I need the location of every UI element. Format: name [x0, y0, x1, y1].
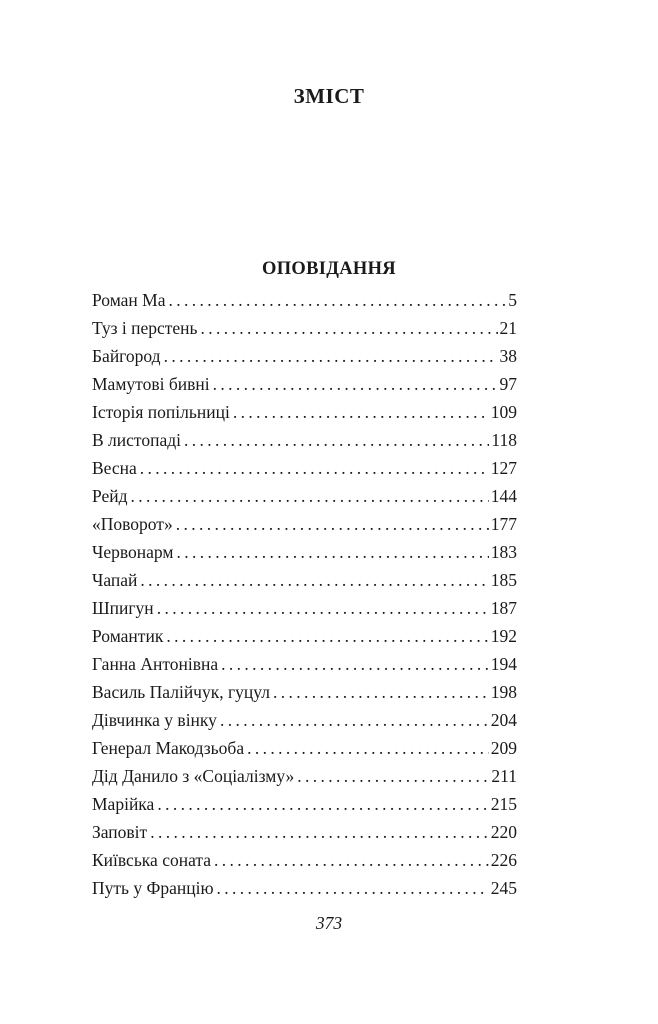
toc-entry-title: Чапай — [92, 570, 138, 590]
toc-entry — [92, 426, 517, 454]
toc-entry — [92, 818, 517, 846]
toc-dot-leader — [157, 594, 489, 622]
toc-dot-leader — [140, 566, 488, 594]
toc-dot-leader — [166, 622, 488, 650]
toc-dot-leader — [247, 734, 489, 762]
toc-entry-title: Марійка — [92, 794, 155, 814]
toc-entry — [92, 286, 517, 314]
toc-entry-title: Весна — [92, 458, 137, 478]
toc-entry-page: 220 — [490, 822, 517, 842]
toc-entry-page: 226 — [490, 850, 517, 870]
toc-entry — [92, 482, 517, 510]
toc-entry-page: 97 — [499, 374, 517, 394]
toc-entry-title: Генерал Макодзьоба — [92, 738, 245, 758]
toc-entry — [92, 566, 517, 594]
toc-entry — [92, 454, 517, 482]
toc-entry-page: 211 — [491, 766, 517, 786]
toc-entry-page: 185 — [490, 570, 517, 590]
toc-dot-leader — [220, 706, 489, 734]
toc-entry-title: Червонарм — [92, 542, 174, 562]
toc-entry-title: Дід Данило з «Соціалізму» — [92, 766, 295, 786]
toc-entry — [92, 790, 517, 818]
toc-entry-page: 118 — [491, 430, 517, 450]
section-title: ОПОВІДАННЯ — [262, 259, 396, 279]
toc-entry-title: Байгород — [92, 346, 161, 366]
toc-entry-page: 215 — [490, 794, 517, 814]
toc-entry-page: 38 — [499, 346, 517, 366]
toc-entry-title: Ганна Антонівна — [92, 654, 219, 674]
toc-entry — [92, 874, 517, 902]
toc-dot-leader — [214, 846, 489, 874]
toc-entry — [92, 650, 517, 678]
toc-entry-title: Роман Ма — [92, 290, 166, 310]
table-of-contents — [92, 286, 517, 902]
toc-entry-title: Історія попільниці — [92, 402, 230, 422]
toc-entry-title: Дівчинка у вінку — [92, 710, 217, 730]
toc-dot-leader — [176, 510, 489, 538]
toc-entry-page: 187 — [490, 598, 517, 618]
toc-entry-title: «Поворот» — [92, 514, 173, 534]
toc-entry-page: 245 — [490, 878, 517, 898]
toc-entry — [92, 594, 517, 622]
toc-entry — [92, 622, 517, 650]
toc-entry-page: 5 — [508, 290, 517, 310]
toc-dot-leader — [221, 650, 489, 678]
toc-dot-leader — [233, 398, 489, 426]
toc-dot-leader — [157, 790, 488, 818]
toc-entry-title: Шпигун — [92, 598, 154, 618]
toc-dot-leader — [169, 286, 507, 314]
toc-entry-title: Заповіт — [92, 822, 148, 842]
toc-entry-title: Василь Палійчук, гуцул — [92, 682, 270, 702]
toc-entry — [92, 398, 517, 426]
toc-entry-title: Рейд — [92, 486, 128, 506]
toc-entry-page: 127 — [490, 458, 517, 478]
toc-entry-title: Мамутові бивні — [92, 374, 210, 394]
toc-entry-page: 21 — [499, 318, 517, 338]
toc-dot-leader — [273, 678, 489, 706]
toc-dot-leader — [176, 538, 488, 566]
toc-entry-page: 177 — [490, 514, 517, 534]
toc-dot-leader — [213, 370, 498, 398]
toc-dot-leader — [140, 454, 489, 482]
toc-entry-page: 192 — [490, 626, 517, 646]
toc-entry — [92, 678, 517, 706]
toc-entry-title: Туз і перстень — [92, 318, 198, 338]
toc-dot-leader — [164, 342, 498, 370]
toc-entry-page: 183 — [490, 542, 517, 562]
toc-entry — [92, 734, 517, 762]
toc-dot-leader — [131, 482, 489, 510]
toc-entry — [92, 538, 517, 566]
toc-entry — [92, 314, 517, 342]
toc-entry-page: 109 — [490, 402, 517, 422]
toc-entry — [92, 762, 517, 790]
toc-dot-leader — [201, 314, 498, 342]
toc-entry-page: 204 — [490, 710, 517, 730]
toc-dot-leader — [150, 818, 489, 846]
toc-entry-page: 194 — [490, 654, 517, 674]
toc-entry-title: Київська соната — [92, 850, 212, 870]
toc-dot-leader — [184, 426, 489, 454]
toc-entry-title: Романтик — [92, 626, 164, 646]
toc-dot-leader — [297, 762, 489, 790]
toc-entry — [92, 370, 517, 398]
toc-entry — [92, 706, 517, 734]
page-number: 373 — [315, 913, 343, 933]
toc-entry — [92, 846, 517, 874]
toc-entry-page: 209 — [490, 738, 517, 758]
toc-entry-page: 144 — [490, 486, 517, 506]
toc-entry-title: Путь у Францію — [92, 878, 214, 898]
toc-entry-page: 198 — [490, 682, 517, 702]
page-title: ЗМІСТ — [293, 84, 365, 108]
toc-entry — [92, 510, 517, 538]
toc-entry — [92, 342, 517, 370]
toc-dot-leader — [217, 874, 489, 902]
toc-entry-title: В листопаді — [92, 430, 181, 450]
